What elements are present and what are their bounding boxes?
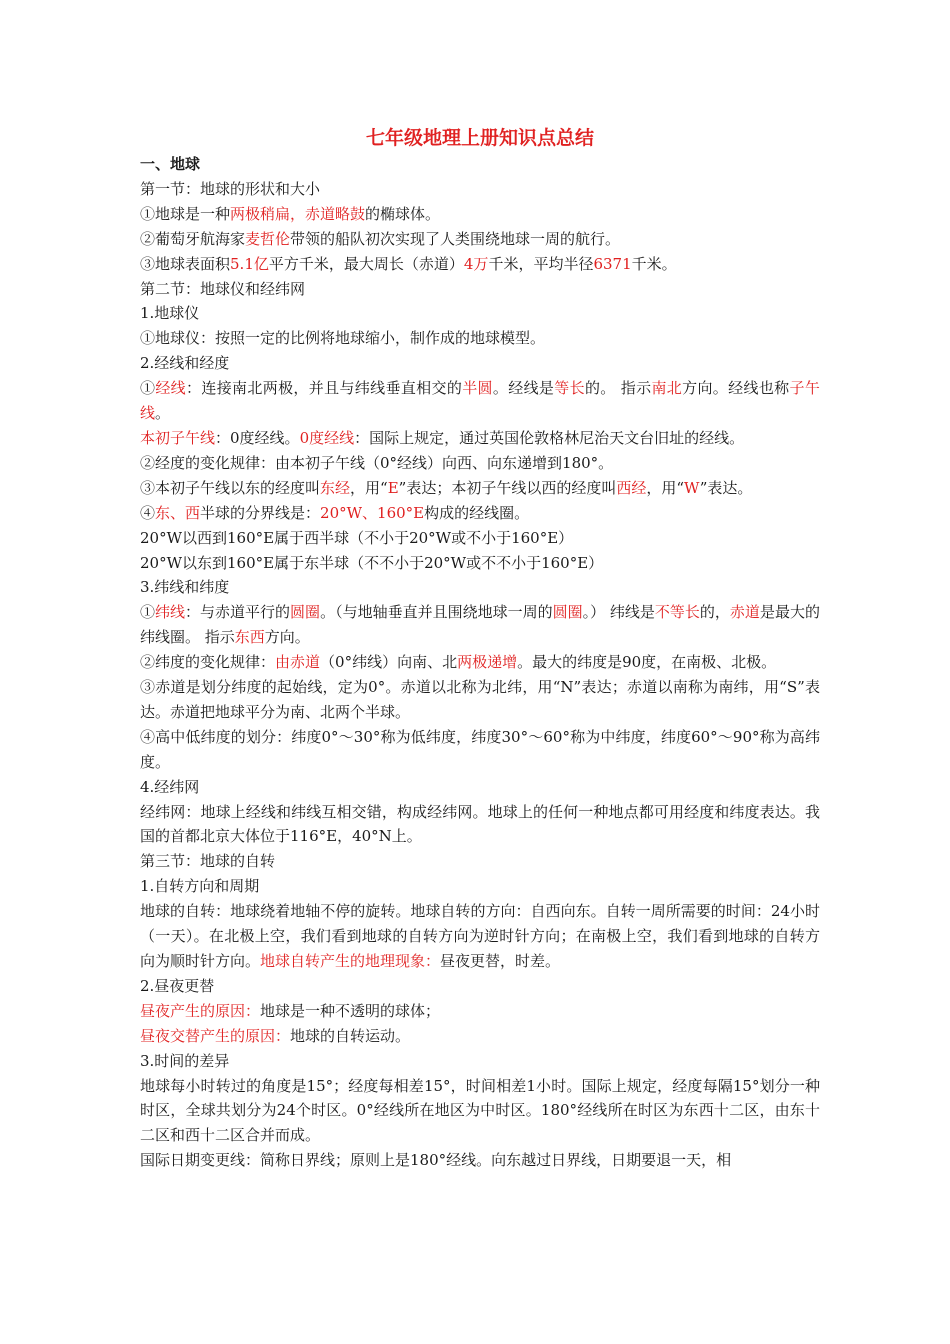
document-page [140,124,820,1173]
paragraph: 昼夜交替产生的原因：地球的自转运动。 [140,1026,411,1045]
chapter-heading: 一、地球 [140,155,201,173]
paragraph: ①地球仪：按照一定的比例将地球缩小，制作成的地球模型。 [140,329,546,348]
subsection-title: 2.经线和经度 [140,354,230,373]
paragraph: 20°W以西到160°E属于西半球（不小于20°W或不小于160°E） [140,528,574,547]
subsection-title: 1.地球仪 [140,304,200,323]
subsection-title: 4.经纬网 [140,777,200,796]
subsection-title: 1.自转方向和周期 [140,877,260,896]
subsection-title: 3.时间的差异 [140,1051,230,1070]
paragraph: 国际日期变更线：简称日界线；原则上是180°经线。向东越过日界线，日期要退一天，相 [140,1151,732,1170]
paragraph: ②葡萄牙航海家麦哲伦带领的船队初次实现了人类围绕地球一周的航行。 [140,229,621,248]
paragraph: ③地球表面积5.1亿平方千米，最大周长（赤道）4万千米，平均半径6371千米。 [140,254,677,273]
paragraph: ①地球是一种两极稍扁，赤道略鼓的椭球体。 [140,204,441,223]
paragraph: ②纬度的变化规律：由赤道（0°纬线）向南、北两极递增。最大的纬度是90度，在南极、北极。 [140,653,777,672]
section-title: 第一节：地球的形状和大小 [140,179,321,198]
paragraph: ①经线：连接南北两极，并且与纬线垂直相交的半圆。经线是等长的。 指示南北方向。经线也称子午线。 [140,379,820,423]
paragraph: 地球的自转：地球绕着地轴不停的旋转。地球自转的方向：自西向东。自转一周所需要的时间：24小时（一天）。在北极上空，我们看到地球的自转方向为逆时针方向；在南极上空，我们看到地球的自转方向为顺时针方向。地球自转产生的地理现象：昼夜更替，时差。 [140,902,820,970]
section-title: 第三节：地球的自转 [140,852,276,871]
paragraph: ③本初子午线以东的经度叫东经，用“E”表达；本初子午线以西的经度叫西经，用“W”表达。 [140,478,753,497]
document-title: 七年级地理上册知识点总结 [365,127,594,149]
paragraph: 本初子午线：0度经线。0度经线：国际上规定，通过英国伦敦格林尼治天文台旧址的经线。 [140,428,745,447]
section-title: 第二节：地球仪和经纬网 [140,279,306,298]
paragraph: ②经度的变化规律：由本初子午线（0°经线）向西、向东递增到180°。 [140,453,614,472]
paragraph: ①纬线：与赤道平行的圆圈。（与地轴垂直并且围绕地球一周的圆圈。） 纬线是不等长的，赤道是最大的纬线圈。 指示东西方向。 [140,603,820,647]
paragraph: 经纬网：地球上经线和纬线互相交错，构成经纬网。地球上的任何一种地点都可用经度和纬度表达。我国的首都北京大体位于116°E，40°N上。 [140,802,820,846]
paragraph: ④高中低纬度的划分：纬度0°～30°称为低纬度，纬度30°～60°称为中纬度，纬度60°～90°称为高纬度。 [140,727,820,771]
paragraph: 地球每小时转过的角度是15°；经度每相差15°，时间相差1小时。国际上规定，经度每隔15°划分一种时区，全球共划分为24个时区。0°经线所在地区为中时区。180°经线所在时区为东西十二区，由东十二区和西十二区合并而成。 [140,1076,820,1145]
subsection-title: 3.纬线和纬度 [140,578,230,597]
subsection-title: 2.昼夜更替 [140,976,215,995]
paragraph: ④东、西半球的分界线是：20°W、160°E构成的经线圈。 [140,503,530,522]
paragraph: ③赤道是划分纬度的起始线，定为0°。赤道以北称为北纬，用“N”表达；赤道以南称为南纬，用“S”表达。赤道把地球平分为南、北两个半球。 [140,678,820,721]
paragraph: 昼夜产生的原因：地球是一种不透明的球体； [140,1001,441,1020]
paragraph: 20°W以东到160°E属于东半球（不不小于20°W或不不小于160°E） [140,553,604,572]
